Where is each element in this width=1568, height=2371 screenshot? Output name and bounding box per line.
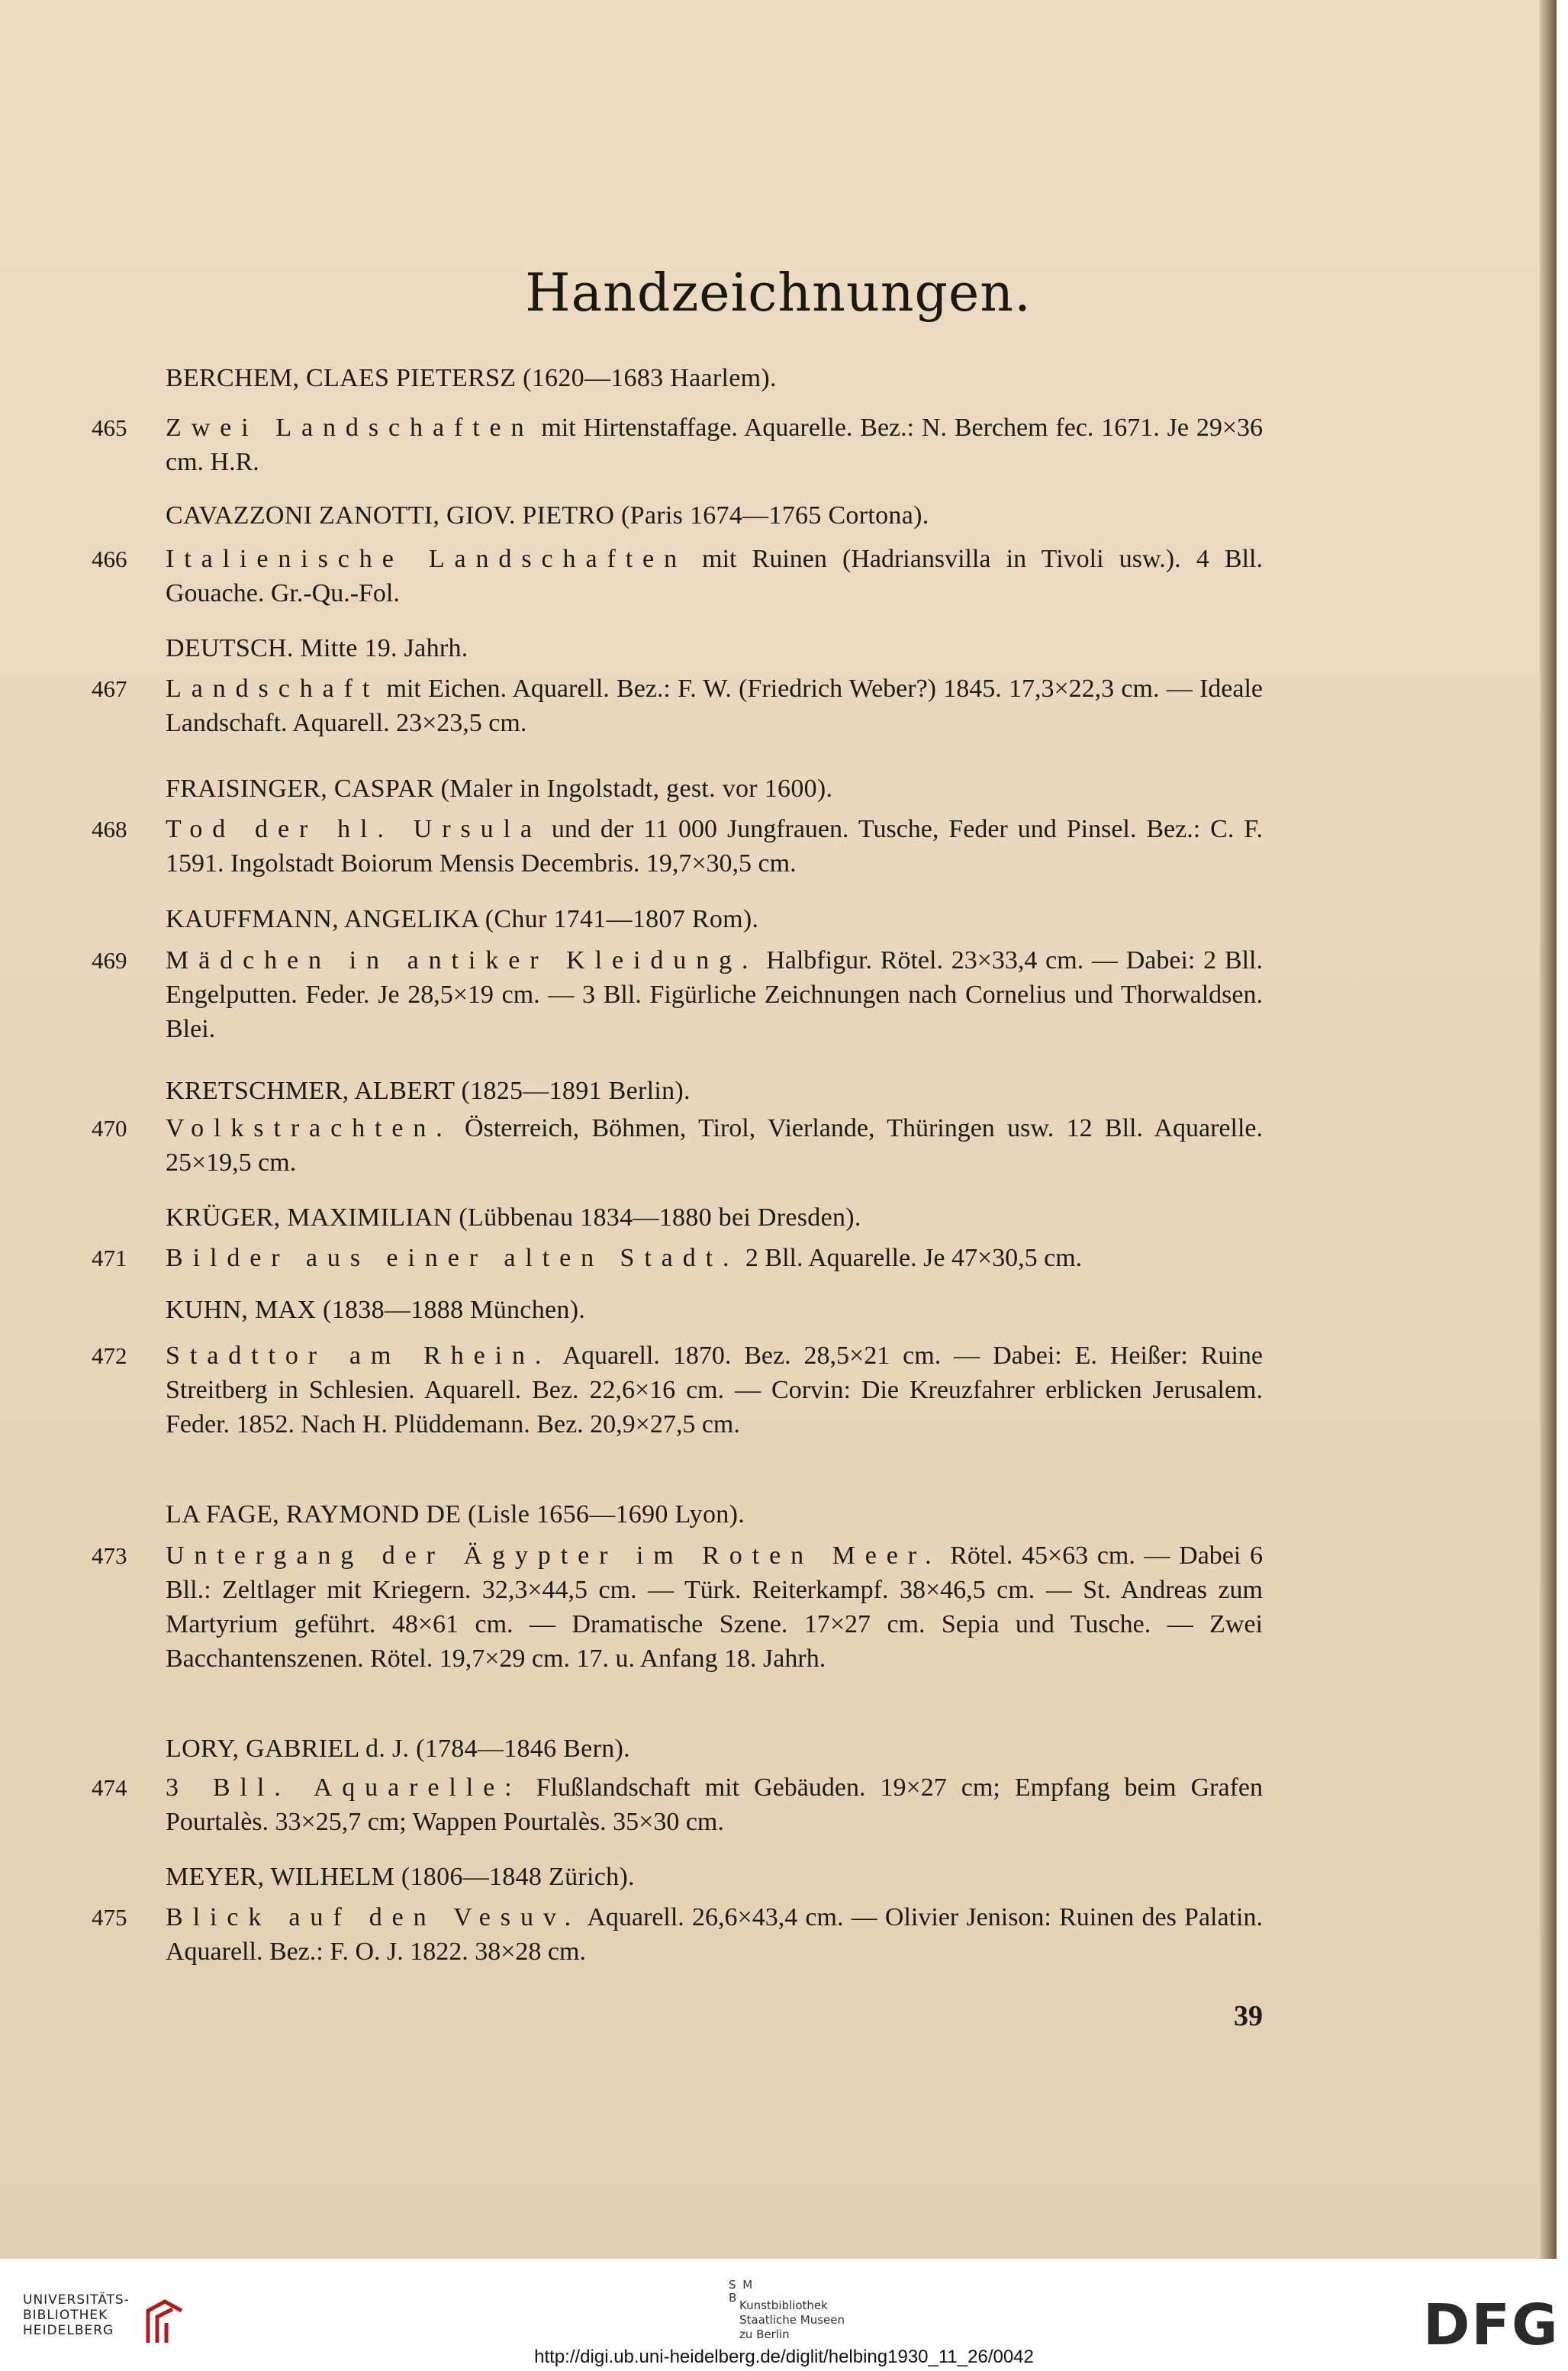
- artist-heading: LA FAGE, RAYMOND DE (Lisle 1656—1690 Lyon).: [166, 1500, 745, 1529]
- lot-number: 474: [92, 1774, 127, 1801]
- lot-number: 466: [92, 546, 127, 572]
- lot-text: Halbfigur. Rötel. 23×33,4 cm. — Dabei: 2 Bll. Engelputten. Feder. Je 28,5×19 cm. — 3 Bll. Figürliche Zeichnungen nach Cornelius und Thorwaldsen. Blei.: [166, 946, 1263, 1043]
- artist-heading: DEUTSCH. Mitte 19. Jahrh.: [166, 634, 468, 662]
- lot-text: mit Eichen. Aquarell. Bez.: F. W. (Friedrich Weber?) 1845. 17,3×22,3 cm. — Ideale Landschaft. Aquarell. 23×23,5 cm.: [166, 675, 1263, 737]
- lot-title: Stadttor am Rhein.: [166, 1342, 552, 1370]
- smb-mark: S M B: [729, 2278, 755, 2305]
- artist-heading: LORY, GABRIEL d. J. (1784—1846 Bern).: [166, 1735, 630, 1763]
- artist-heading: BERCHEM, CLAES PIETERSZ (1620—1683 Haarlem).: [166, 364, 777, 392]
- lot-number: 469: [92, 947, 127, 974]
- university-library-logo[interactable]: [23, 2292, 198, 2353]
- lot-number: 470: [92, 1115, 127, 1142]
- lot-text: Aquarell. 1870. Bez. 28,5×21 cm. — Dabei: E. Heißer: Ruine Streitberg in Schlesien. Aquarell. Bez. 22,6×16 cm. — Corvin: Die Kreuzfahrer erblicken Jerusalem. Feder. 1852. Nach H. Plüddemann. Bez. 20,9×27,5 cm.: [166, 1342, 1263, 1438]
- page-number: 39: [1234, 2000, 1263, 2032]
- artist-heading: KAUFFMANN, ANGELIKA (Chur 1741—1807 Rom).: [166, 905, 759, 933]
- lot-number: 468: [92, 816, 127, 842]
- lot-title: Blick auf den Vesuv.: [166, 1903, 581, 1931]
- artist-heading: KUHN, MAX (1838—1888 München).: [166, 1296, 586, 1324]
- dfg-logo[interactable]: DFG: [1423, 2292, 1560, 2358]
- lot-title: Landschaft: [166, 675, 380, 703]
- lot-text: und der 11 000 Jungfrauen. Tusche, Feder und Pinsel. Bez.: C. F. 1591. Ingolstadt Boiorum Mensis Decembris. 19,7×30,5 cm.: [166, 815, 1263, 878]
- library-emblem-icon: [142, 2297, 188, 2347]
- lot-number: 475: [92, 1904, 127, 1931]
- lot-description: [166, 1770, 1263, 1839]
- lot-description: [166, 1241, 1263, 1275]
- artist-heading: MEYER, WILHELM (1806—1848 Zürich).: [166, 1863, 635, 1891]
- lot-title: Mädchen in antiker Kleidung.: [166, 946, 758, 974]
- lot-description: [166, 411, 1263, 479]
- lot-title: Italienische Landschaften: [166, 545, 687, 573]
- lot-description: [166, 1339, 1263, 1442]
- lot-title: Bilder aus einer alten Stadt.: [166, 1244, 739, 1272]
- lot-description: [166, 812, 1263, 881]
- artist-heading: KRÜGER, MAXIMILIAN (Lübbenau 1834—1880 bei Dresden).: [166, 1203, 861, 1232]
- lot-description: [166, 672, 1263, 740]
- lot-number: 472: [92, 1342, 127, 1369]
- university-logo-text: UNIVERSITÄTS- BIBLIOTHEK HEIDELBERG: [23, 2292, 130, 2338]
- lot-text: mit Ruinen (Hadriansvilla in Tivoli usw.). 4 Bll. Gouache. Gr.-Qu.-Fol.: [166, 545, 1263, 607]
- lot-title: Tod der hl. Ursula: [166, 815, 542, 843]
- lot-text: Flußlandschaft mit Gebäuden. 19×27 cm; Empfang beim Grafen Pourtalès. 33×25,7 cm; Wappen Pourtalès. 35×30 cm.: [166, 1773, 1263, 1836]
- lot-description: [166, 1111, 1263, 1180]
- lot-number: 473: [92, 1542, 127, 1569]
- lot-number: 471: [92, 1245, 127, 1271]
- artist-heading: FRAISINGER, CASPAR (Maler in Ingolstadt, gest. vor 1600).: [166, 775, 833, 803]
- page-edge-shadow: [1540, 0, 1557, 2259]
- lot-number: 465: [92, 414, 127, 441]
- page-title: Handzeichnungen.: [525, 263, 1032, 324]
- viewer-footer: [0, 2259, 1568, 2371]
- lot-text: Österreich, Böhmen, Tirol, Vierlande, Thüringen usw. 12 Bll. Aquarelle. 25×19,5 cm.: [166, 1114, 1263, 1177]
- lot-text: Rötel. 45×63 cm. — Dabei 6 Bll.: Zeltlager mit Kriegern. 32,3×44,5 cm. — Türk. Reiterkampf. 38×46,5 cm. — St. Andreas zum Martyrium geführt. 48×61 cm. — Dramatische Szene. 17×27 cm. Sepia und Tusche. — Zwei Bacchantenszenen. Rötel. 19,7×29 cm. 17. u. Anfang 18. Jahrh.: [166, 1541, 1263, 1673]
- lot-text: 2 Bll. Aquarelle. Je 47×30,5 cm.: [739, 1244, 1083, 1272]
- lot-description: [166, 943, 1263, 1046]
- lot-text: mit Hirtenstaffage. Aquarelle. Bez.: N. Berchem fec. 1671. Je 29×36 cm. H.R.: [166, 414, 1263, 476]
- lot-title: Zwei Landschaften: [166, 414, 534, 442]
- lot-number: 467: [92, 675, 127, 702]
- lot-description: [166, 542, 1263, 610]
- lot-description: [166, 1900, 1263, 1969]
- artist-heading: CAVAZZONI ZANOTTI, GIOV. PIETRO (Paris 1674—1765 Cortona).: [166, 501, 929, 530]
- smb-logo-text: Kunstbibliothek Staatliche Museen zu Berlin: [739, 2299, 845, 2341]
- lot-description: [166, 1538, 1263, 1676]
- lot-title: 3 Bll. Aquarelle:: [166, 1773, 522, 1802]
- lot-title: Untergang der Ägypter im Roten Meer.: [166, 1541, 942, 1570]
- lot-title: Volkstrachten.: [166, 1114, 452, 1142]
- lot-text: Aquarell. 26,6×43,4 cm. — Olivier Jenison: Ruinen des Palatin. Aquarell. Bez.: F. O. J. 1822. 38×28 cm.: [166, 1903, 1263, 1966]
- smb-kunstbibliothek-logo[interactable]: [729, 2278, 897, 2341]
- permalink-url[interactable]: http://digi.ub.uni-heidelberg.de/diglit/helbing1930_11_26/0042: [534, 2347, 1034, 2367]
- artist-heading: KRETSCHMER, ALBERT (1825—1891 Berlin).: [166, 1077, 691, 1105]
